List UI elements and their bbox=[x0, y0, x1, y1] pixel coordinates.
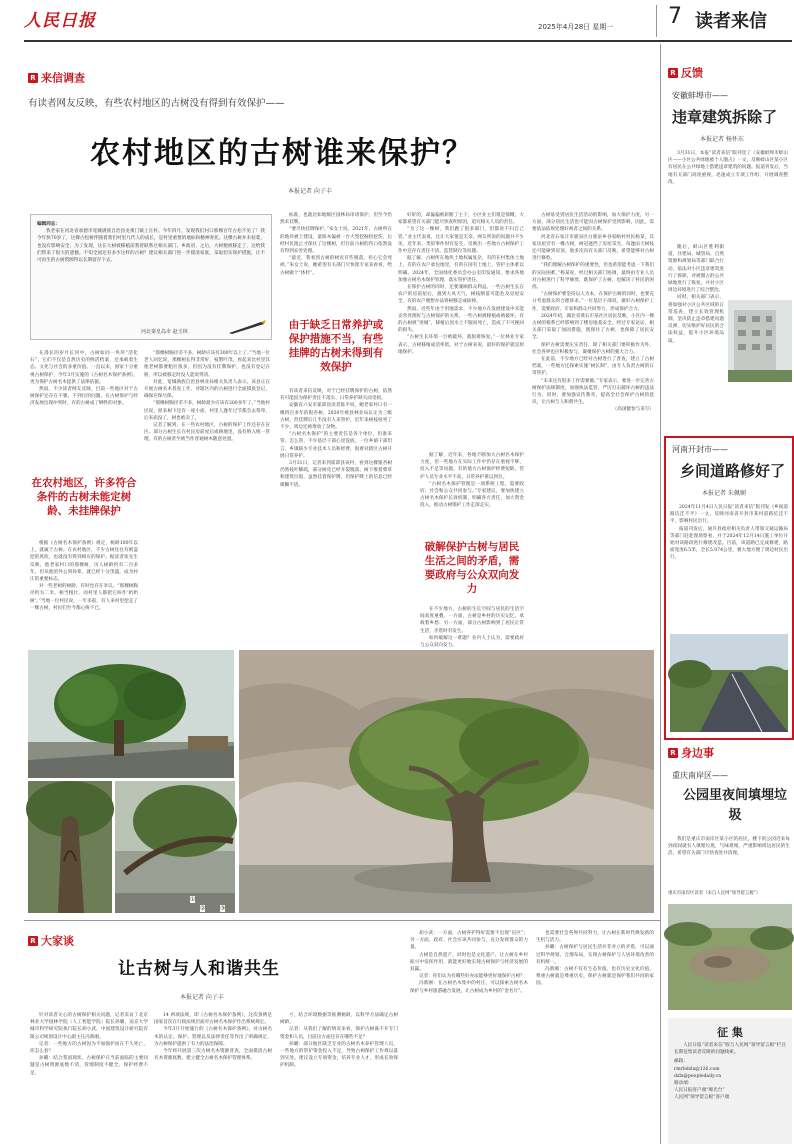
road-news-box bbox=[664, 436, 794, 740]
main-section-header bbox=[28, 67, 85, 86]
editor-letter-box bbox=[30, 214, 272, 340]
photo-caption-3: ③ bbox=[220, 905, 226, 912]
road-title: 乡间道路修好了 bbox=[680, 462, 786, 480]
bottom-title: 让古树与人和谐共生 bbox=[118, 959, 280, 979]
tree-roadside-image bbox=[28, 650, 234, 778]
letter-salutation: 编辑同志： bbox=[37, 222, 60, 227]
subheading-1: 在农村地区，许多符合条件的古树未能定树龄、未挂牌保护 bbox=[31, 477, 137, 517]
body-col2: “那棵树胸径差不多，树龄应该有300年以上了。”当地一位老人回忆说，那棵树长得非常好，枝繁叶茂，看起来比村里其他老树都要粗壮很多，但因为没有挂牌保护，也没有登记在册，所以被移走时没人能说得清。 对此，宽城满族自治县林业局相关负责人表示，该县正在开展古树名木普查工作，对辖区内的古树进行全面摸底登记，确保应保尽保。 “那棵树胸径差不多，树龄最少应该有200多年了。”当地村民说，原来树下还有一座小庙，村里人逢年过节都会去祭拜，后来庙没了，树也被卖了。 记者了解到，在一些农村地区，古树的保护工作还存在盲区。部分古树生长在村民房前屋后或耕地里，没有纳入统一管理，有的古树甚至被当作普通树木随意处置。 bbox=[144, 351, 270, 443]
subheading-2: 由于缺乏日常养护或保护措施不当，有些挂牌的古树未得到有效保护 bbox=[288, 319, 384, 373]
page-number: 7 bbox=[668, 4, 682, 29]
photo-caption-1: ① bbox=[190, 896, 196, 903]
body-col5-b: 在不少地方，古树的生长空间与居民的生活空间高度重叠。一方面，古树是乡村的历史记忆，承载着乡愁；另一方面，部分古树影响到了居民正常生活，矛盾时有发生。 如何破解这一难题？业内人士认为，需要政府与公众双向发力。 bbox=[420, 607, 524, 649]
editor-letter bbox=[37, 221, 265, 313]
road-byline: 本报记者 朱佩娴 bbox=[702, 490, 746, 497]
bottom-section-header bbox=[28, 930, 74, 949]
subheading-3: 破解保护古树与居民生活之间的矛盾，需要政府与公众双向发力 bbox=[424, 541, 520, 595]
email-label: 邮箱： bbox=[674, 1059, 688, 1065]
call-for-letters-box bbox=[668, 1018, 792, 1144]
bystander-body: 我们是重庆市南岸区某小区的居民，楼下的公园近来每到夜间就有人填埋垃圾，气味难闻，严重影响周边居民的生活，希望有关部门尽快查处并清理。 bbox=[668, 837, 790, 857]
bottom-col4: 胡小武：一方面，古树养护得好需要不出现“盲区”；另一方面，政府、社会应该共同参与，充分发挥群众的力量。 古树是自然遗产，同时也是文化遗产，让古树在乡村振兴中发挥作用，就能更好地实现古树保护与经济发展的双赢。 记者：你们认为有哪些好办法能够更好地保护古树？ 冯新刚：在古树名木集中的村庄，可以探索古树名木保护与乡村旅游融合发展，让古树成为乡村的“金名片”。 bbox=[410, 931, 528, 994]
email-link-2[interactable]: dzlx@peopledaily.cn bbox=[674, 1073, 722, 1079]
article-title: 农村地区的古树谁来保护？ bbox=[90, 136, 474, 171]
feedback-body-2: 随后，蚌山区胜利街道、住建局、城管局、自然资源和规划局等部门联合行动，依法对小区违章建筑进行了拆除，对被圈占的公共绿地进行了恢复，并对小区周边环境进行了综合整治。 同时，相关部门表示，将加强对小区公共区域的日常巡查，建立长效管理机制，坚决防止违章搭建问题反弹，切实维护好居民的合法权益，提升小区环境品质。 bbox=[668, 245, 724, 344]
bottom-col5: 也需要社会各界共同努力，让古树在新时代焕发新的生机与活力。 孙璐：古树保护与居民生活并非对立的矛盾，可以通过科学规划、合理布局，实现古树保护与人居环境改善的有机统一。 冯新刚：古树不仅有生态价值，也有历史文化价值，尊重古树就是尊重历史，保护古树就是保护我们共同的家园。 bbox=[536, 931, 654, 987]
feedback-location: 安徽蚌埠市—— bbox=[672, 91, 728, 100]
bottom-col2: 14 两项法规，即《古树名木保护条例》，这次条例是国家首次在行政法规层面对古树名木保护作出系统规定。 今年3月开始施行的《古树名木保护条例》，对古树名木的认定、保护、管理以及法律责任等作出了明确规定，为古树保护提供了有力的法治保障。 今年将开展第三次古树名木资源普查，全面摸清古树名木资源底数，建立健全古树名木保护管理体系。 bbox=[154, 1013, 272, 1062]
photo-road bbox=[670, 634, 788, 732]
photo-old-trunk bbox=[28, 781, 112, 913]
feedback-byline: 本报记者 杨怀东 bbox=[700, 136, 744, 143]
body-col3-a: 标准，也就比如地级区园林局审请保护，但至今仍然未挂牌。 “要尽快挂牌保护。”朱女士说，2021年，古树所在的地块被土建设，童阳木偏被一台大型挖掘机挖伤，后经村民阻止才保住了这棵树，但目前古树的伤口依然没有得到妥善处理。 “最近，我看到古树的树皮有些脱落，担心它会死掉。”朱女士说，她希望有关部门尽快派专家来看看，给古树做个“体检”。 bbox=[280, 213, 392, 276]
photo-ancient-tree bbox=[239, 650, 654, 913]
newspaper-logo: 人民日报 bbox=[24, 11, 96, 31]
call-body: 人民日报“读者来信”版与人民网“领导留言板”栏目长期征集读者反映的问题线索。 邮箱： rmrbdzlx@126.com dzlx@peopledaily.cn 移动端： 人民日报客户端“爆光台” 人民网“领导留言板”客户端 bbox=[674, 1043, 786, 1101]
masthead bbox=[0, 0, 792, 44]
email-link[interactable]: rmrbdzlx@126.com bbox=[674, 1066, 720, 1072]
wechat-label: 移动端： bbox=[674, 1081, 693, 1087]
bystander-header bbox=[668, 742, 714, 761]
article-byline: 本报记者 向子丰 bbox=[288, 188, 332, 195]
road-location: 河南开封市—— bbox=[672, 445, 728, 454]
section-name-3: 反馈 bbox=[681, 66, 703, 80]
call-title: 征 集 bbox=[717, 1026, 743, 1039]
issue-date: 2025年4月28日 星期一 bbox=[538, 23, 614, 31]
bottom-byline: 本报记者 向子丰 bbox=[180, 994, 224, 1001]
section-badge-3: R bbox=[668, 68, 678, 78]
letter-signer: 河北秦皇岛市 赵玉林 bbox=[141, 329, 188, 335]
tree-wall-image bbox=[115, 781, 235, 913]
body-col4: 好好的，却偏偏被斩断了主干，小区业主们很是愤慨，大家都希望有关部门能尽快查明原因，追究相关人员的责任。 “为了这一棵树，我们跑了很多部门，但都说不归自己管。”业主代表说，这让大家很是无奈。网友所说的问题并不少见，近年来，类似事件时有发生，反映出一些地方古树保护工作中还存在责任不清、监管缺位等问题。 据了解，古树所在地块土地权属复杂，有的在村集体土地上，有的在农户承包地里，有的在国有土地上，管护主体难以明确。2024年，全国绿化委员会办公室印发通知，要求各地加强古树名木保护管理，落实管护责任。 在保护古树的同时，还要兼顾群众利益。一些古树生长在农户的房前屋后，遇到大风天气，树枝断落可能危及房屋安全，有的农户便想办法将树移走或砍掉。 然而，近些年由于用地需求，不少地方在发展建设中未能妥善处理好与古树保护的关系，一些古树被移植或被破坏，有的古树被“进城”，移植后因水土不服而死亡，造成了不可挽回的损失。 “古树生长环境一旦被破坏，就很难恢复。”一位林业专家表示，古树移植成活率低，对于古树来说，最好的保护就是原地保护。 bbox=[398, 213, 524, 355]
bottom-col3: 寸，结合环境数据等推测树龄，以科学方法确定古树树龄。 记者：从我们了解的情况来看，保护古树离不开专门资金和人员，目前这方面还存在哪些不足？ 孙璐：部分地区缺乏专业的古树名木养护管理人员，一些地方的管护资金投入不足，导致古树保护工作难以落到实处。建议设立专项资金，培养专业人才，形成长效保护机制。 bbox=[280, 1013, 398, 1069]
article-subtitle: 有读者网友反映，有些农村地区的古树没有得到有效保护—— bbox=[28, 98, 285, 109]
section-name-4: 身边事 bbox=[681, 746, 714, 760]
feedback-title: 违章建筑拆除了 bbox=[672, 108, 778, 126]
section-badge-4: R bbox=[668, 748, 678, 758]
photo-tree-roadside bbox=[28, 650, 234, 778]
road-body: 2024年11月4日人民日报“读者来信”版刊发《乡间道路坑洼不平》一文，反映河南省开封市某村道路坑洼不平，影响村民出行。 报道刊发后，通许县政府相关负责人带领交通运输局等部门赶赴现场察看，并于2024年12月14日施工单位开始对该路段进行修建改造。目前，该道路已完成修建，路面宽度6.5米，全长5.074公里，极大地方便了周边村民出行。 bbox=[670, 505, 788, 561]
wechat-channel: 人民日报客户端“爆光台” bbox=[674, 1088, 725, 1094]
building-image bbox=[728, 300, 792, 382]
park-image bbox=[668, 904, 792, 1010]
bottom-rule bbox=[24, 920, 660, 921]
letter-body: 我老家在河北省承德市宽城满族自治县龙须门镇上庄村。今年四月，发现我们村口那棵百年古松不见了！我今年快70岁了，这棵古松树伴随着我们村里几代人的成长，是村里重要的地标和精神寄托。这棵古树并未枯萎，也没有影响安全，为了发现，这在大树被移植前我曾联系过相关部门、乡政府，之后，大树便被移走了，这给我们带来了很大的遗憾。不知全国还有多少这样的古树？建议相关部门进一步摸清家底，采取切实保护措施，让不可再生的古树资源得以长期留存下去。 bbox=[37, 229, 265, 264]
photo-building bbox=[728, 300, 792, 382]
web-channel: 人民网“领导留言板”客户端 bbox=[674, 1095, 730, 1101]
masthead-rule bbox=[24, 40, 792, 42]
body-col6: 古树易受到居民生活活动的影响，加大保护力度，另一方面，部分居民生活也可能因古树保护受到影响，因此，需要依法依规处理好两者之间的关系。 河北省石家庄市鹿泉区白鹿泉乡谷家峪村村民杨某，其家房屋旁有一棵古树，树冠遮挡了房屋采光，每逢雨天树枝还可能砸到房顶。他多次向有关部门反映，希望能够对古树进行修剪。 “我们理解古树保护的重要性，但也希望能考虑一下我们的实际困难。”杨某说，经过相关部门协调，最终由专业人员对古树进行了科学修剪，既保护了古树，也解决了村民的困扰。 “古树保护要坚持以人为本，在保护古树的同时，也要充分考虑群众的合理诉求。”一位基层干部说，做好古树保护工作，需要政府、专家和群众共同努力，形成保护合力。 2024年初，湖北省黄石市某社区居民反映，小区内一棵古树的根系已经影响到了楼房地基安全。经过专家论证，相关部门采取了加固措施，既保住了古树，也保障了居民安全。 保护古树需要压实责任，除了相关部门要积极作为外，社会各界也应积极参与，凝聚保护古树的强大合力。 在此前，不少地方已经对古树进行了普查，建立了古树档案，一些地方还探索实施“树长制”，由专人负责古树的日常管护。 “未来还有很多工作需要做。”专家表示，要进一步完善古树保护法规制度，加强执法监管，严厉打击破坏古树的违法行为，同时，要加强宣传教育，提高全社会保护古树的意识，让古树与人和谐共生。 （高国健参与采写） bbox=[532, 213, 654, 413]
bystander-title: 公园里夜间填埋垃圾 bbox=[682, 788, 787, 823]
pen-icon bbox=[227, 319, 267, 335]
photo-caption-2: ② bbox=[200, 905, 206, 912]
sidebar-divider bbox=[660, 44, 661, 1144]
body-col1-b: 根据《古树名木保护条例》规定，树龄100年以上，就属于古树。在农村地区，不少古树往往有被盗挖的风险，也就没有得到相应的保护。据读者张先生反映，他老家村口的那棵树，历人树龄约有二百多年，但从他的外公到孙辈，就已经十分茂盛，成为村庄的重要标志。 对一些老树的树龄，有时也存在争议。“那棵树胸径约为二米，相当粗壮，而村里人都把它叫作‘奶奶树’。”当地一位村民说，一年多前，有人来村里挖走了一棵古树，村民们至今都心疼不已。 bbox=[30, 541, 138, 611]
feedback-header bbox=[668, 62, 703, 81]
photo-tree-wall bbox=[115, 781, 235, 913]
section-badge: R bbox=[28, 73, 38, 83]
photo-park bbox=[668, 904, 792, 1010]
ancient-tree-image bbox=[239, 650, 654, 913]
bottom-col1: 针对读者关心的古树保护相关问题，记者采访了北京林业大学园林学院（人工智能学院）院长孙璐，南京大学城市科学研究院执行院长胡小武，中国建筑设计研究院有限公司规划设计中心副主任冯新刚。 记者：一些地方的古树因为不加强护而在不久死亡，你怎么看？ 孙璐：结合我国现状，古树保护在当前面临的主要问题是古树资源底数不清，管理制度不健全，保护经费不足。 bbox=[30, 1013, 148, 1076]
bystander-location: 重庆南岸区—— bbox=[672, 771, 728, 780]
bystander-signer: 重庆市南岸区读者（来自人民网“领导留言板”） bbox=[668, 891, 761, 896]
road-image bbox=[670, 634, 788, 732]
feedback-body-1: 3月31日，本报“读者来信”版刊登了《安徽蚌埠市蚌山区——小区公共绿地被个人圈占》一文，反映蚌山区某小区有居民在公共绿地上搭建违章建筑的问题。报道刊发后，当地有关部门高度重视，迅速成立专项工作组，开展调查整改。 bbox=[668, 151, 788, 185]
masthead-divider bbox=[656, 5, 657, 37]
end-note: （高国健参与采写） bbox=[612, 407, 654, 413]
old-trunk-image bbox=[28, 781, 112, 913]
body-col5-a: 据了解，近年来，各地不断加大古树名木保护力度，但一些地方在实际工作中仍存在重视不够、投入不足等问题。有的地方古树保护经费短缺，管护人员专业水平不高，日常养护难以到位。 “古树名木保护管理是一项系统工程，需要政府、社会和公众共同参与。”专家建议，要加快建立古树名木保护长效机制，明确各方责任，加大资金投入，推动古树保护工作走深走实。 bbox=[420, 453, 524, 509]
section-badge-2: R bbox=[28, 936, 38, 946]
section-name-2: 大家谈 bbox=[41, 934, 74, 948]
page-section-name: 读者来信 bbox=[695, 11, 767, 32]
body-col1-a: 在漫长的岁月长河中，古树如同一块块“活化石”，它们不仅是自然历史的鲜活档案，还承载着生态、文化与社会的多重价值。一直以来，国家十分重视古树保护，今年3月实施的《古树名木保护条例》，更为保护古树名木提供了法律依据。 然而，不少读者网友反映，目前一些地区对于古树保护还存在不强、不到位的问题，在古树保护与经济发展出现冲突时，有的古树成了牺牲的对象。 bbox=[30, 351, 138, 407]
section-name: 来信调查 bbox=[41, 71, 85, 85]
body-col3-b: 有读者来信反映，对于已经挂牌保护的古树，依然有可能因为保护责任不落实、日常养护缺失而受损。 安徽省六安市霍邱县读者陈平说，她老家村口有一棵四百多年的银杏树，2020年被县林业局认定为三级古树，但挂牌后几乎没有人来管护，近年来树枝枯死了不少，周边还被堆放了杂物。 “古树名木保护”的主要责任是各个单位，但谁来管、怎么管，不少基层干部心里没底。一位乡镇干部坦言，乡镇缺少专业技术人员和经费，很难对辖区古树开展日常养护。 3月31日，记者来到霍邱县该村，看到这棵银杏树仍然枝叶稀疏，部分树皮已经开裂脱落，树下堆着柴草和建筑垃圾，虽然挂着保护牌，但保护牌上的信息已经模糊不清。 bbox=[280, 389, 392, 488]
